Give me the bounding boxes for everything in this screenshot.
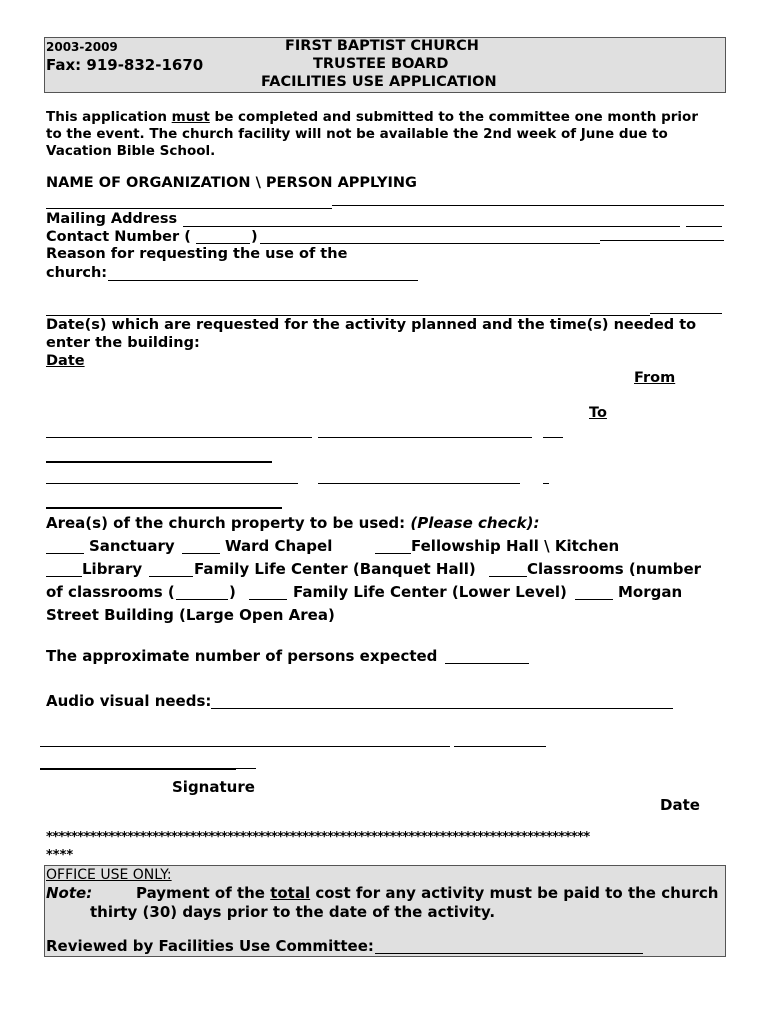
reviewed-field[interactable] — [375, 953, 643, 954]
persons-label: The approximate number of persons expected — [46, 647, 438, 665]
org-field[interactable] — [46, 208, 332, 209]
office-note-line-2: thirty (30) days prior to the date of the activity. — [90, 903, 496, 921]
from-field-1[interactable] — [318, 437, 532, 438]
contact-number-field[interactable] — [260, 243, 600, 244]
av-label: Audio visual needs: — [46, 692, 212, 710]
lower-level-label: Family Life Center (Lower Level) — [293, 583, 567, 601]
av-field-3[interactable] — [454, 746, 546, 747]
mailing-field[interactable] — [183, 226, 680, 227]
office-note-line-1: Payment of the total cost for any activity must be paid to the church — [136, 884, 719, 902]
fellowship-hall-checkbox[interactable] — [375, 553, 411, 554]
mailing-field-2[interactable] — [686, 226, 722, 227]
reason-label-1: Reason for requesting the use of the — [46, 246, 348, 262]
ward-chapel-checkbox[interactable] — [182, 553, 220, 554]
separator-stars-2: **** — [46, 848, 74, 863]
contact-label: Contact Number ( — [46, 229, 191, 245]
areas-label: Area(s) of the church property to be used: (Please check): — [46, 514, 540, 532]
morgan-street-label-2: Street Building (Large Open Area) — [46, 606, 335, 624]
reason-field-2[interactable] — [46, 315, 650, 316]
persons-field[interactable] — [445, 663, 529, 664]
reason-field[interactable] — [108, 280, 418, 281]
classrooms-checkbox[interactable] — [489, 576, 527, 577]
reason-label-2: church: — [46, 265, 108, 281]
intro-line-2: to the event. The church facility will not be available the 2nd week of June due to — [46, 126, 668, 142]
intro-line-3: Vacation Bible School. — [46, 143, 216, 159]
office-use-title: OFFICE USE ONLY: — [46, 867, 172, 883]
from-column-header: From — [634, 370, 676, 386]
to-column-header: To — [589, 405, 607, 421]
signature-label: Signature — [172, 778, 255, 796]
classrooms-label: Classrooms (number — [527, 560, 702, 578]
header-title-3: FACILITIES USE APPLICATION — [261, 74, 497, 90]
intro-line-1: This application must be completed and submitted to the committee one month prior — [46, 109, 698, 125]
morgan-street-checkbox[interactable] — [575, 599, 613, 600]
fellowship-hall-label: Fellowship Hall \ Kitchen — [411, 537, 620, 555]
to-field-1[interactable] — [543, 437, 563, 438]
signature-field[interactable] — [40, 768, 236, 770]
mailing-label: Mailing Address — [46, 211, 178, 227]
classrooms-count-field[interactable] — [176, 599, 228, 600]
org-label: NAME OF ORGANIZATION \ PERSON APPLYING — [46, 175, 417, 191]
separator-stars-1: *************************************************************************************** — [46, 830, 590, 845]
header-title-2: TRUSTEE BOARD — [313, 56, 449, 72]
contact-area-code-field[interactable] — [196, 243, 250, 244]
contact-number-field-2[interactable] — [600, 240, 724, 241]
banquet-hall-label: Family Life Center (Banquet Hall) — [194, 560, 476, 578]
to-field-2[interactable] — [543, 483, 549, 484]
reviewed-label: Reviewed by Facilities Use Committee: — [46, 937, 374, 955]
sanctuary-checkbox[interactable] — [46, 553, 84, 554]
header-title-1: FIRST BAPTIST CHURCH — [285, 38, 479, 54]
contact-close-paren: ) — [251, 229, 258, 245]
header-years: 2003-2009 — [46, 40, 118, 54]
date-label: Date — [660, 796, 700, 814]
from-field-2[interactable] — [318, 483, 520, 484]
dates-label-2: enter the building: — [46, 335, 200, 351]
signature-field-2[interactable] — [236, 768, 256, 769]
date-field-1[interactable] — [46, 437, 312, 438]
date-field-2[interactable] — [46, 483, 298, 484]
date-column-header: Date — [46, 353, 85, 369]
banquet-hall-checkbox[interactable] — [149, 576, 193, 577]
classrooms-count-label: of classrooms ( — [46, 583, 175, 601]
ward-chapel-label: Ward Chapel — [225, 537, 333, 555]
dates-label-1: Date(s) which are requested for the activity planned and the time(s) needed to — [46, 317, 697, 333]
date-field-2b[interactable] — [46, 507, 282, 509]
date-field-1b[interactable] — [46, 461, 272, 463]
av-field-2[interactable] — [40, 746, 450, 747]
reason-field-3[interactable] — [650, 313, 722, 314]
av-field[interactable] — [211, 708, 673, 709]
library-label: Library — [82, 560, 143, 578]
library-checkbox[interactable] — [46, 576, 82, 577]
sanctuary-label: Sanctuary — [89, 537, 175, 555]
header-fax: Fax: 919-832-1670 — [46, 56, 204, 74]
morgan-street-label: Morgan — [618, 583, 683, 601]
office-note-label: Note: — [46, 884, 93, 902]
lower-level-checkbox[interactable] — [249, 599, 287, 600]
org-field-2[interactable] — [332, 205, 724, 206]
classrooms-count-close: ) — [229, 583, 236, 601]
